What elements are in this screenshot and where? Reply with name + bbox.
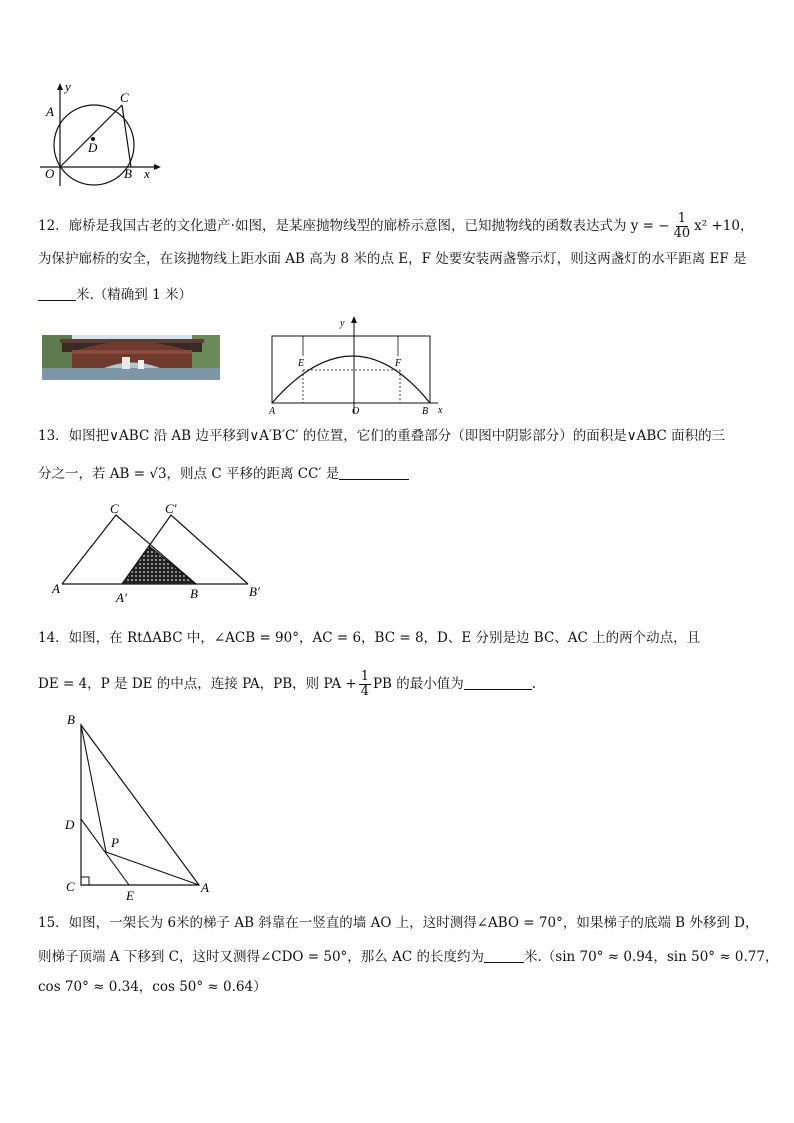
point-b-label: B	[124, 166, 132, 181]
point-c-prime-label: C′	[165, 501, 177, 516]
q15-line-1: 15．如图，一架长为 6米的梯子 AB 斜靠在一竖直的墙 AO 上，这时测得∠ABO = 70°，如果梯子的底端 B 外移到 D，	[38, 915, 759, 931]
q13-answer-blank[interactable]	[339, 465, 409, 480]
point-e-label: E	[126, 888, 134, 903]
q15-answer-blank[interactable]	[484, 948, 524, 963]
q12-line-2: 为保护廊桥的安全，在该抛物线上距水面 AB 高为 8 米的点 E，F 处要安装两盏警示灯，则这两盏灯的水平距离 EF 是	[38, 251, 747, 267]
point-b-label: B	[190, 586, 198, 601]
point-a-label: A	[52, 581, 60, 596]
point-b-label: B	[67, 712, 75, 727]
figure-14-right-triangle	[56, 708, 216, 904]
q13-line-1: 13．如图把∨ABC 沿 AB 边平移到∨A′B′C′ 的位置，它们的重叠部分（即图中阴影部分）的面积是∨ABC 面积的三	[38, 428, 726, 444]
point-c-label: C	[120, 90, 129, 105]
q12-line-3	[38, 286, 192, 304]
q12-line-1	[38, 212, 753, 241]
point-a-prime-label: A′	[116, 590, 127, 605]
figure-12-parabola-bridge	[258, 314, 448, 418]
q14-text-a: DE = 4，P 是 DE 的中点，连接 PA，PB，则 PA +	[38, 676, 357, 692]
axis-x-label: x	[144, 166, 150, 181]
q12-text-c: 米.（精确到 1 米）	[76, 287, 192, 303]
point-o-label: O	[352, 406, 360, 417]
axis-y-label: y	[65, 80, 71, 94]
axis-y-label: y	[340, 318, 345, 329]
q12-text-a: 12．廊桥是我国古老的文化遗产·如图，是某座抛物线型的廊桥示意图，已知抛物线的函数表达式为 y = −	[38, 218, 670, 234]
point-o-label: O	[45, 166, 55, 181]
figure-13-translated-triangles	[46, 498, 276, 608]
q12-answer-blank[interactable]	[38, 286, 76, 301]
point-a-label: A	[46, 104, 54, 119]
q14-fraction: $\frac{1}{4}$	[360, 669, 369, 699]
figure-11-circle	[36, 80, 166, 190]
point-p-label: P	[111, 835, 119, 850]
point-d-label: D	[65, 817, 75, 832]
point-b-label: B	[422, 406, 429, 417]
q15-line-2	[38, 948, 779, 966]
point-c-label: C	[66, 879, 75, 894]
q14-line-2	[38, 670, 536, 699]
axis-x-label: x	[438, 405, 443, 416]
q15-text-b: 米.（sin 70° ≈ 0.94，sin 50° ≈ 0.77，	[523, 949, 779, 965]
point-b-prime-label: B′	[249, 584, 260, 599]
q12-fraction: $\frac{1}{40}$	[673, 211, 691, 241]
point-f-label: F	[395, 358, 402, 369]
q14-text-b: PB 的最小值为	[372, 676, 464, 692]
q13-line-2	[38, 465, 409, 483]
point-c-label: C	[110, 501, 119, 516]
q14-answer-blank[interactable]	[464, 675, 532, 690]
q15-line-3: cos 70° ≈ 0.34，cos 50° ≈ 0.64）	[38, 979, 267, 995]
point-d-label: D	[88, 140, 98, 155]
q12-text-b: x² +10，	[694, 218, 754, 234]
bridge-photo	[42, 335, 220, 380]
q14-line-1: 14．如图，在 RtΔABC 中，∠ACB = 90°，AC = 6，BC = 8，D、E 分别是边 BC、AC 上的两个动点，且	[38, 630, 701, 646]
point-a-label: A	[201, 880, 209, 895]
q15-text-a: 则梯子顶端 A 下移到 C，这时又测得∠CDO = 50°，那么 AC 的长度约为	[38, 949, 484, 965]
point-e-label: E	[298, 358, 305, 369]
q14-text-c: .	[531, 676, 537, 692]
point-a-label: A	[269, 406, 276, 417]
q13-text-a: 分之一，若 AB = √3，则点 C 平移的距离 CC′ 是	[38, 466, 340, 482]
